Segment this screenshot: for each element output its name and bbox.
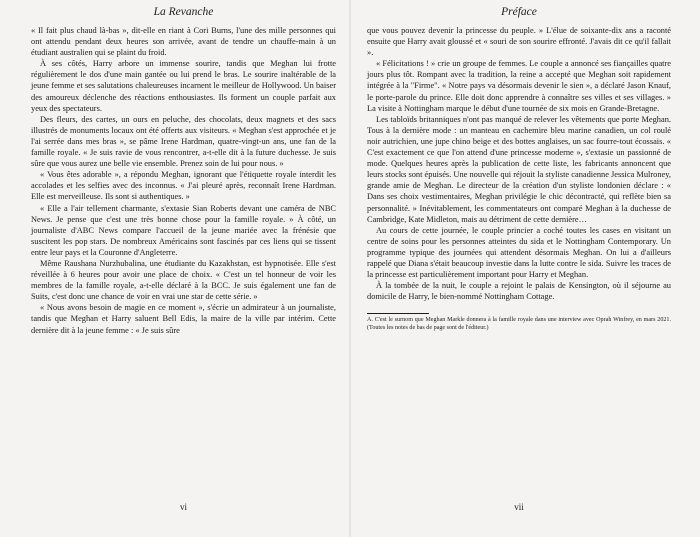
paragraph: « Il fait plus chaud là-bas », dit-elle en riant à Cori Burns, l'une des mille personnes qui ont attendu pendant deux heures son arrivée, avant de tendre un chauffe-main à un étudiant australien qui se plaint du froid.: [31, 26, 336, 58]
paragraph: « Félicitations ! » crie un groupe de femmes. Le couple a annoncé ses fiançailles quatre jours plus tôt. Rompant avec la tradition, la reine a accepté que Meghan soit rapidement intégrée à la "Firme". « Notre pays va désormais devenir le sien », a déclaré Jason Knauf, le porte-parole du prince. Elle doit donc apprendre à connaître ses villes et ses villages. » La visite à Nottingham marque le début d'une tournée de six mois en Grande-Bretagne.: [367, 59, 671, 113]
right-page: [350, 0, 700, 537]
paragraph: Même Raushana Nurzhubalina, une étudiante du Kazakhstan, est hypnotisée. Elle s'est réveillée à 6 heures pour avoir une place de choix. « C'est un tel honneur de voir les membres de la famille royale, a-t-elle déclaré à la BCC. Je suis également une fan de Suits, c'est donc une chance de voir en vrai une star de cette série. »: [31, 258, 336, 302]
paragraph: Les tabloïds britanniques n'ont pas manqué de relever les vêtements que porte Meghan. Tous à la dernière mode : un manteau en cachemire bleu marine canadien, un col roulé noir autrichien, une jupe chino beige et des bottes anglaises, un sac fourre-tout écossais. « C'est exactement ce que l'on attend d'une princesse moderne », s'extasie un passionné de mode. Quelques heures après la publication de cette liste, les fabricants annoncent que leurs stocks sont épuisés. Une nouvelle qui réjouit la styliste canadienne Jessica Mulroney, grande amie de Meghan. Le directeur de la création d'un styliste londonien déclare : « Dans ses choix vestimentaires, Meghan privilégie le chic décontracté, qui reflète bien sa personnalité. » Inévitablement, les commentateurs ont comparé Meghan à la duchesse de Cambridge, Kate Midleton, mais au détriment de cette dernière…: [367, 114, 671, 224]
paragraph: « Vous êtes adorable », a répondu Meghan, ignorant que l'étiquette royale interdit les accolades et les selfies avec des inconnus. « J'ai pleuré après, reconnaît Irene Hardman. Elle est merveilleuse. Ils sont si authentiques. »: [31, 170, 336, 202]
paragraph: À la tombée de la nuit, le couple a rejoint le palais de Kensington, où il séjourne au domicile de Harry, le bien-nommé Nottingham Cottage.: [367, 281, 671, 302]
paragraph: Des fleurs, des cartes, un ours en peluche, des chocolats, deux magnets et des sacs illustrés de monuments locaux ont été offerts aux visiteurs. « Meghan s'est approchée et je l'ai serrée dans mes bras », se pâme Irene Hardman, quatre-vingt-un ans, une fan de la famille royale. « Je suis ravie de vous rencontrer, a-t-elle dit à la future duchesse. Je suis sûre que vous aurez une belle vie ensemble. Prenez soin de lui pour nous. »: [31, 114, 336, 169]
paragraph: « Elle a l'air tellement charmante, s'extasie Sian Roberts devant une caméra de NBC News. Je pense que c'est une très bonne chose pour la famille royale. » À côté, un journaliste d'ABC News compare l'accueil de la jeune mariée avec la frénésie que suscitent les pop stars. De nombreux Américains sont fascinés par ces liens qui se tissent entre leur pays et la Couronne d'Angleterre.: [31, 203, 336, 257]
paragraph: « Nous avons besoin de magie en ce moment », s'écrie un admirateur à un journaliste, tandis que Meghan et Harry saluent Bell Edis, la maire de la ville par intérim. Cette dernière dit à la jeune femme : « Je suis sûre: [31, 303, 336, 335]
paragraph: Au cours de cette journée, le couple princier a coché toutes les cases en visitant un centre de soins pour les personnes atteintes du sida et le Nottingham Contemporary. Un programme typique des journées qui attendent désormais Meghan. On lui a d'ailleurs rappelé que Diana s'était beaucoup investie dans la lutte contre le sida. Suivre les traces de la princesse est particulièrement important pour Harry et Meghan.: [367, 225, 671, 280]
footnote-rule: [367, 313, 429, 314]
page-number-left: vi: [179, 502, 187, 512]
page-number-right: vii: [514, 502, 524, 512]
paragraph: que vous pouvez devenir la princesse du peuple. » L'élue de soixante-dix ans a raconté ensuite que Harry avait gloussé et « souri de son sourire effronté. J'avais dit ce qu'il fallait ».: [367, 26, 671, 58]
running-header-right: Préface: [501, 6, 537, 18]
running-header-left: La Revanche: [153, 6, 214, 18]
paragraph: À ses côtés, Harry arbore un immense sourire, tandis que Meghan lui frotte régulièrement le dos d'une main gantée ou lui prend le bras. Le sourire inaltérable de la jeune femme et ses salutations chaleureuses incarnent le meilleur de Hollywood. Un baiser des amoureux déclenche des réactions enthousiastes. Ils forment un couple parfait aux yeux des spectateurs.: [31, 59, 336, 113]
footnote: A. C'est le surnom que Meghan Markle donnera à la famille royale dans une interview avec Oprah Winfrey, en mars 2021. (Toutes les notes de bas de page sont de l'éditeur.): [367, 317, 671, 331]
